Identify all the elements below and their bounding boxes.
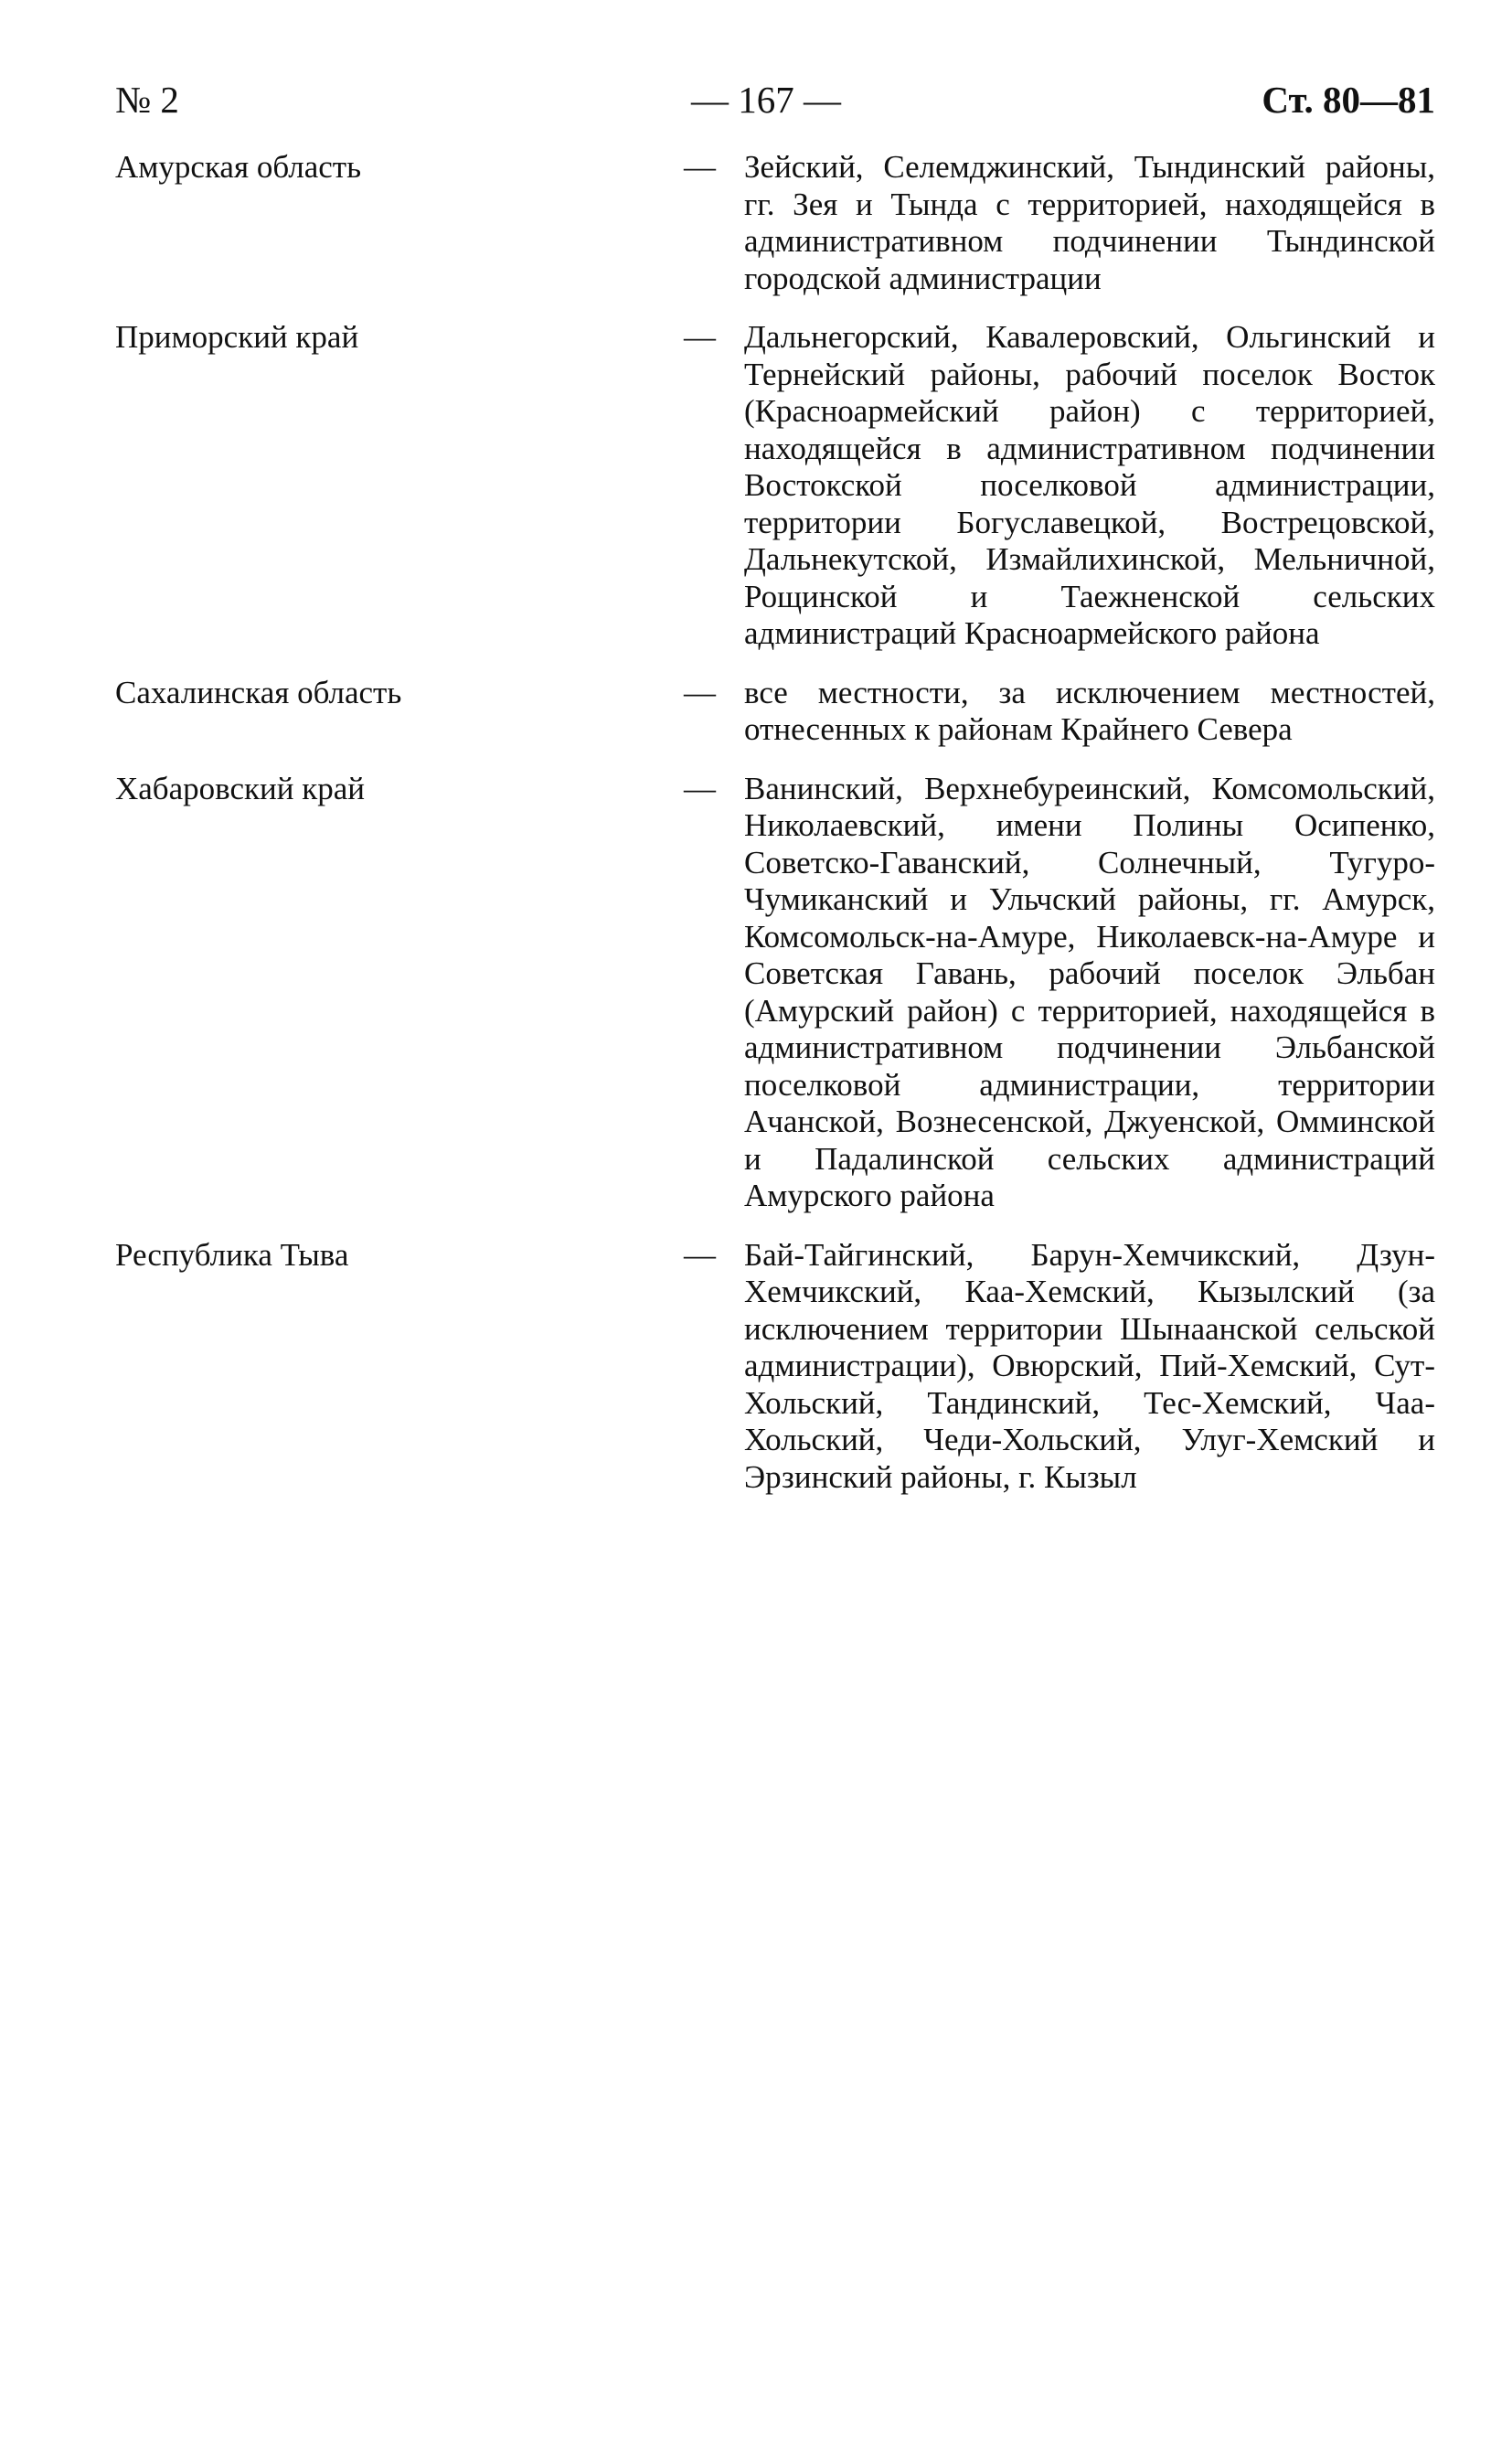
region-name: Республика Тыва bbox=[115, 1236, 349, 1273]
page-number: — 167 — bbox=[691, 79, 841, 121]
region-areas: все местности, за исключением местностей, отнесенных к районам Крайнего Севера bbox=[744, 674, 1435, 747]
dash-separator: — bbox=[684, 674, 716, 710]
region-areas: Ванинский, Верхнебуреинский, Комсомольский, Николаевский, имени Полины Осипенко, Советско-Гаванский, Солнечный, Тугуро-Чумиканский и Ульчский районы, гг. Амурск, Комсомольск-на-Амуре, Николаевск-на-Амуре и Советская Гавань, рабочий поселок Эльбан (Амурский район) с территорией, находящейся в административном подчинении Эльбанской поселковой администрации, территории Ачанской, Вознесенской, Джуенской, Омминской и Падалинской сельских администраций Амурского района bbox=[744, 770, 1435, 1213]
region-name: Сахалинская область bbox=[115, 674, 402, 710]
issue-number: № 2 bbox=[115, 79, 179, 121]
region-name: Амурская область bbox=[115, 149, 362, 185]
region-list bbox=[115, 149, 1435, 1518]
list-item bbox=[115, 319, 1435, 653]
dash-separator: — bbox=[684, 1236, 716, 1273]
article-number: Ст. 80—81 bbox=[1262, 79, 1435, 121]
list-item bbox=[115, 1237, 1435, 1497]
list-item bbox=[115, 771, 1435, 1215]
region-areas: Бай-Тайгинский, Барун-Хемчикский, Дзун-Хемчикский, Каа-Хемский, Кызылский (за исключением территории Шынаанской сельской администрации), Овюрский, Пий-Хемский, Сут-Хольский, Тандинский, Тес-Хемский, Чаа-Хольский, Чеди-Хольский, Улуг-Хемский и Эрзинский районы, г. Кызыл bbox=[744, 1236, 1435, 1495]
region-areas: Дальнегорский, Кавалеровский, Ольгинский и Тернейский районы, рабочий поселок Восток (Красноармейский район) с территорией, находящейся в административном подчинении Востокской поселковой администрации, территории Богуславецкой, Вострецовской, Дальнекутской, Измайлихинской, Мельничной, Рощинской и Таежненской сельских администраций Красноармейского района bbox=[744, 319, 1435, 651]
region-name: Приморский край bbox=[115, 319, 359, 355]
list-item bbox=[115, 675, 1435, 749]
list-item bbox=[115, 149, 1435, 297]
dash-separator: — bbox=[684, 319, 716, 355]
page-header bbox=[115, 77, 1435, 123]
dash-separator: — bbox=[684, 770, 716, 806]
region-name: Хабаровский край bbox=[115, 770, 365, 806]
region-areas: Зейский, Селемджинский, Тындинский районы, гг. Зея и Тында с территорией, находящейся в административном подчинении Тындинской городской администрации bbox=[744, 149, 1435, 296]
dash-separator: — bbox=[684, 149, 716, 185]
